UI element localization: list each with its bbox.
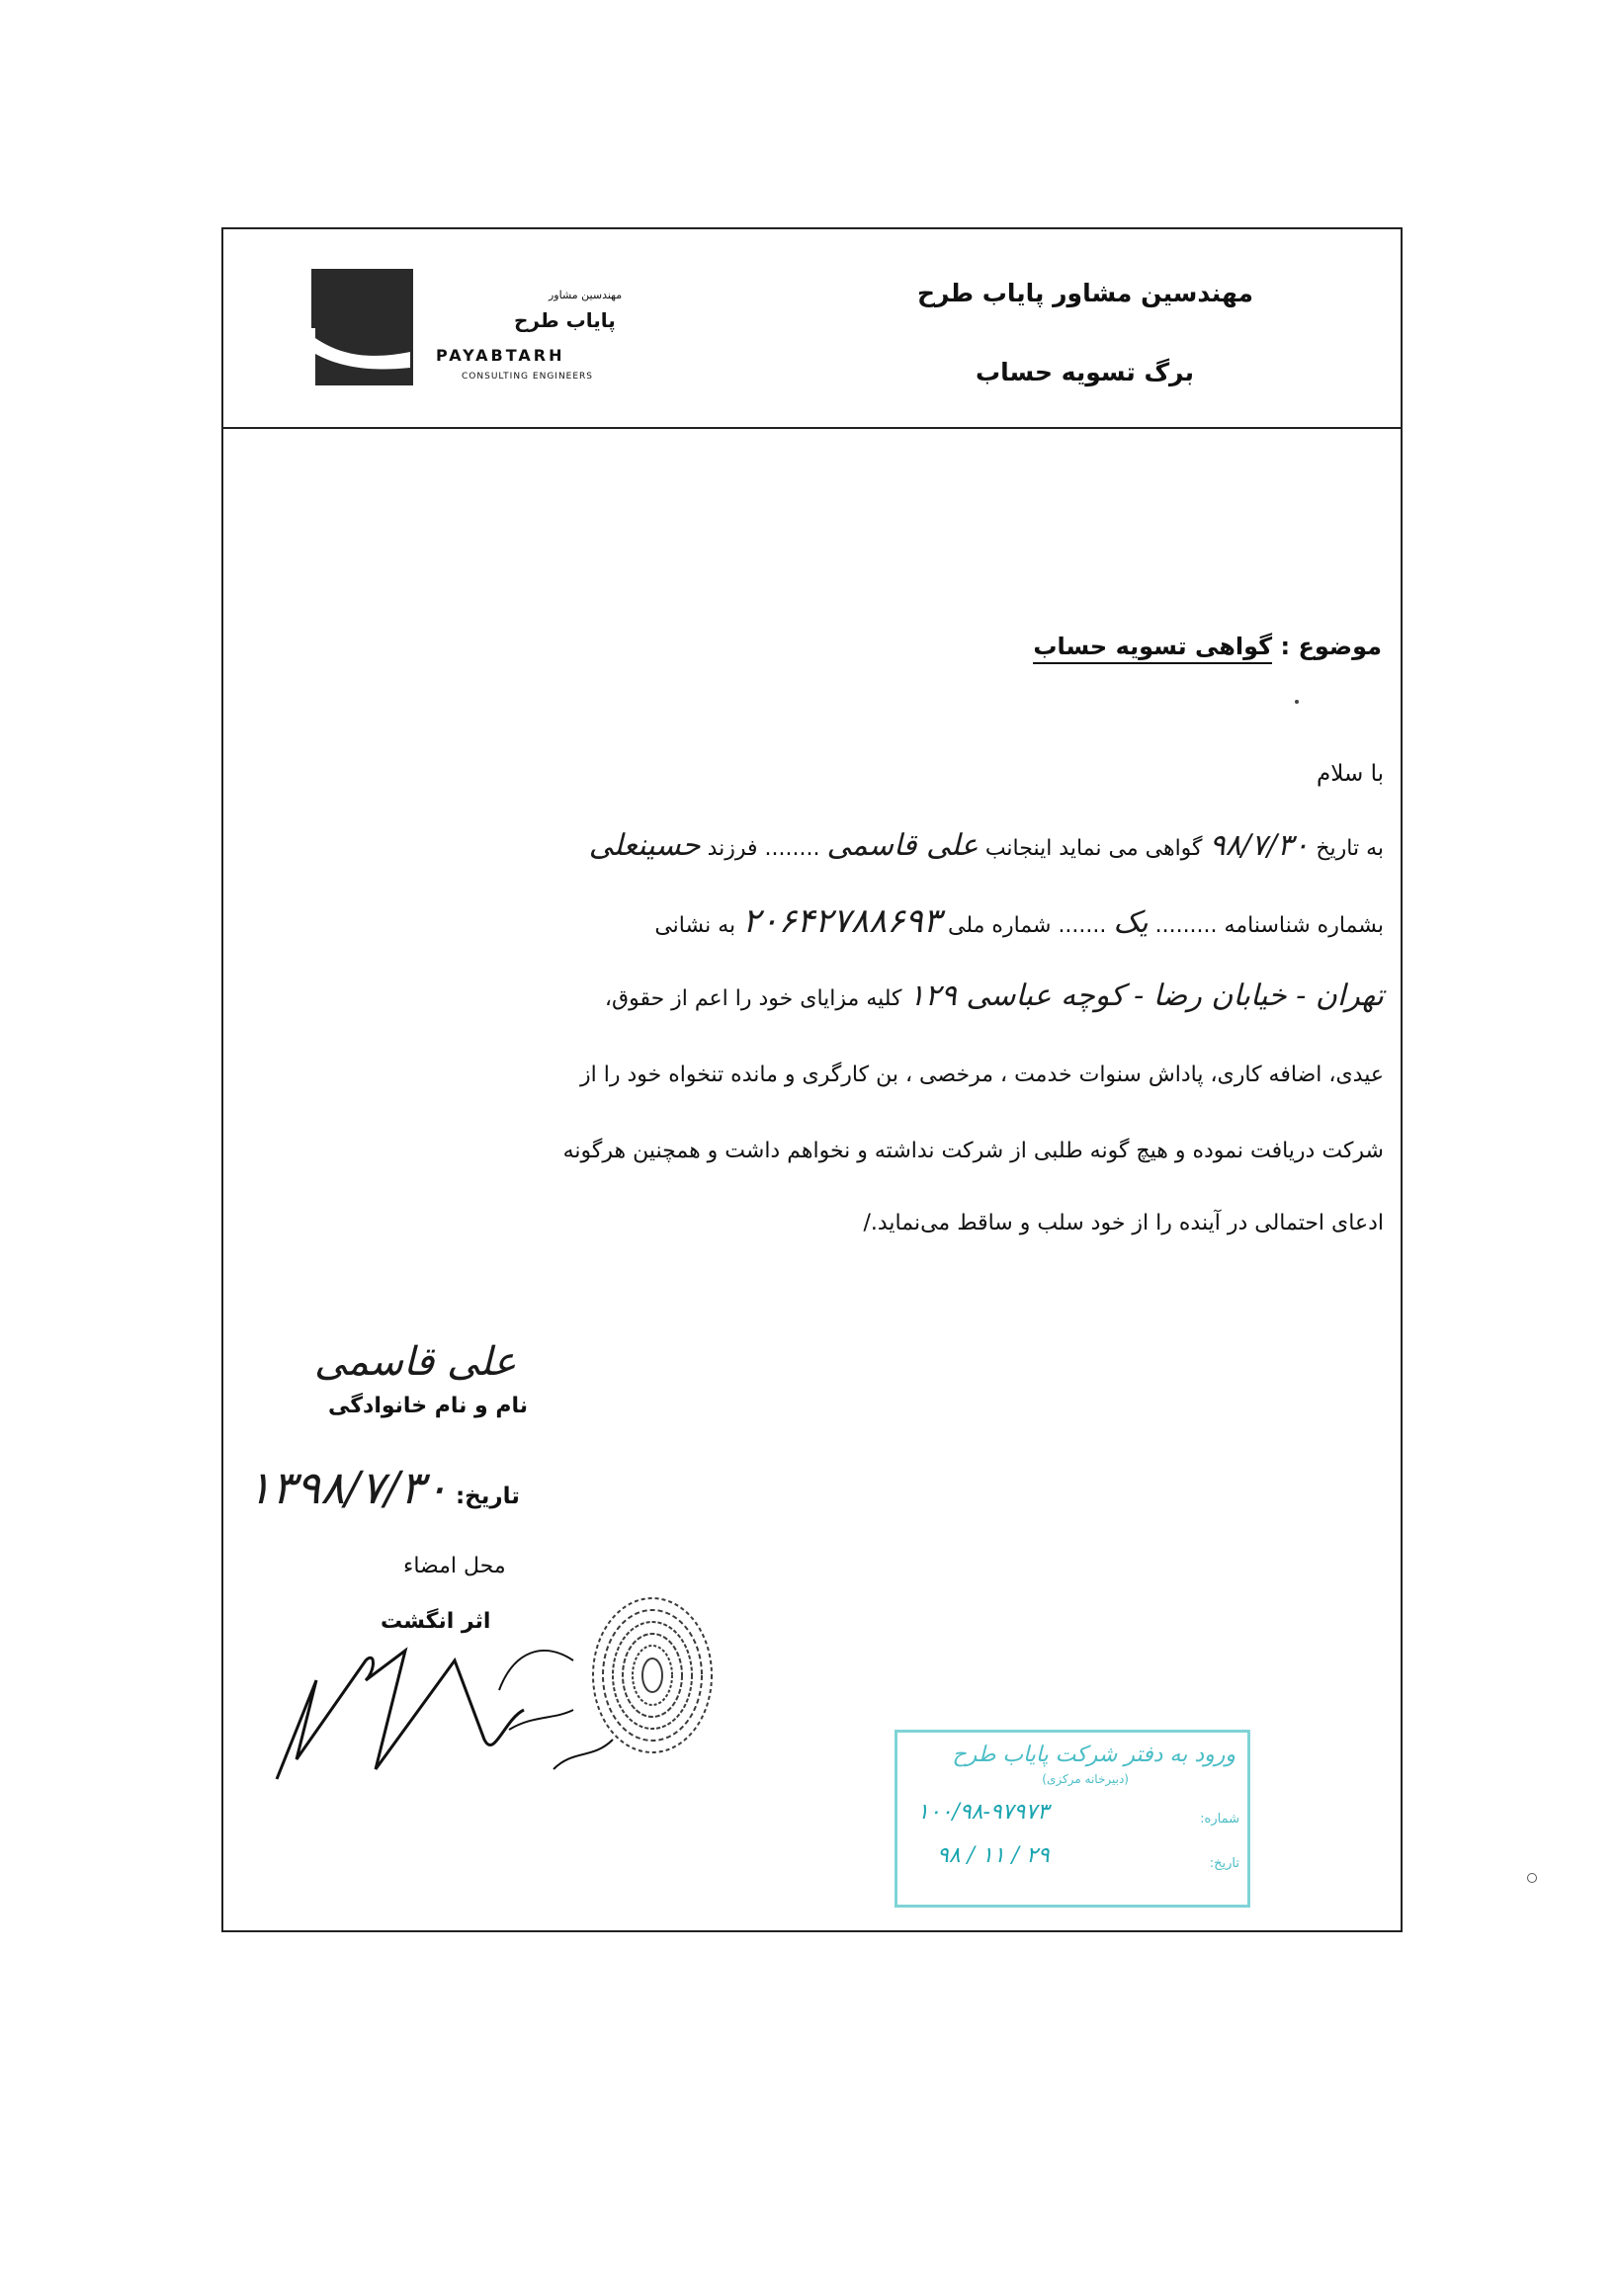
subject-line <box>1033 633 1382 660</box>
signature-date-row <box>247 1461 520 1514</box>
logo-en-name: PAYABTARH <box>436 346 565 365</box>
stamp-number-value: ۱۰۰/۹۸-۹۷۹۷۳ <box>917 1800 1050 1825</box>
body-line-6: ادعای احتمالی در آینده را از خود سلب و ساقط می‌نماید./ <box>863 1211 1384 1235</box>
fingerprint-label: اثر انگشت <box>381 1609 491 1634</box>
line2-national-handwritten: ۲۰۶۴۲۷۸۸۶۹۳ <box>742 901 942 941</box>
body-line-3 <box>605 978 1384 1013</box>
handwritten-signature-icon <box>257 1621 633 1789</box>
line3-address-handwritten: تهران - خیابان رضا - کوچه عباسی ۱۲۹ <box>908 978 1384 1013</box>
signature-date-label: تاریخ: <box>455 1484 520 1509</box>
stamp-title: ورود به دفتر شرکت پایاب طرح <box>952 1743 1236 1767</box>
body-line-4: عیدی، اضافه کاری، پاداش سنوات خدمت ، مرخصی ، بن کارگری و مانده تنخواه خود را از <box>580 1063 1384 1087</box>
stamp-subtitle: (دبیرخانه مرکزی) <box>1042 1772 1129 1786</box>
line2-dots-1: ......... <box>1154 913 1218 938</box>
signature-name-handwritten: علی قاسمی <box>314 1339 517 1385</box>
form-title: برگ تسویه حساب <box>976 358 1194 386</box>
stamp-date-value: ۹۸ / ۱۱ / ۲۹ <box>937 1843 1050 1868</box>
logo-en-sub: CONSULTING ENGINEERS <box>462 372 594 382</box>
line3-text-1: کلیه مزایای خود را اعم از حقوق، <box>604 986 902 1011</box>
subject-value: گواهی تسویه حساب <box>1033 633 1272 664</box>
line1-father-handwritten: حسینعلی <box>588 828 701 863</box>
body-line-5: شرکت دریافت نموده و هیچ گونه طلبی از شرکت نداشته و نخواهم داشت و همچنین هرگونه <box>562 1139 1384 1163</box>
signature-name-label: نام و نام خانوادگی <box>328 1394 528 1418</box>
line2-text-1: بشماره شناسنامه <box>1224 913 1384 938</box>
line2-dots-2: ....... <box>1058 913 1107 938</box>
sign-place-label: محل امضاء <box>403 1554 506 1578</box>
company-logo <box>311 269 657 392</box>
signature-date-handwritten: ۱۳۹۸/۷/۳۰ <box>247 1461 449 1514</box>
line1-text-1: به تاریخ <box>1316 836 1384 861</box>
line1-text-2: گواهی می نماید اینجانب <box>984 836 1203 861</box>
line1-name-handwritten: علی قاسمی <box>826 828 979 863</box>
registration-stamp <box>895 1730 1250 1908</box>
margin-circle-mark <box>1527 1873 1537 1883</box>
line1-text-3: فرزند <box>707 836 758 861</box>
body-line-1 <box>589 828 1384 863</box>
stamp-number-label: شماره: <box>1200 1812 1239 1827</box>
company-name: مهندسین مشاور پایاب طرح <box>916 279 1253 307</box>
stamp-date-label: تاریخ: <box>1209 1856 1239 1871</box>
body-line-2 <box>654 901 1384 941</box>
header-divider <box>221 427 1403 429</box>
greeting: با سلام <box>1317 761 1384 787</box>
line2-text-3: به نشانی <box>654 913 736 938</box>
stray-dot <box>1295 700 1299 704</box>
payab-logo-mark-icon <box>311 269 413 385</box>
line2-idno-handwritten: یک <box>1113 905 1149 940</box>
line1-date-handwritten: ۹۸/۷/۳۰ <box>1209 828 1310 863</box>
line1-dots: ........ <box>764 836 820 861</box>
logo-fa-name: پایاب طرح <box>514 308 616 332</box>
line2-text-2: شماره ملی <box>948 913 1052 938</box>
subject-label: موضوع : <box>1280 633 1382 660</box>
logo-fa-small: مهندسین مشاور <box>549 289 623 301</box>
